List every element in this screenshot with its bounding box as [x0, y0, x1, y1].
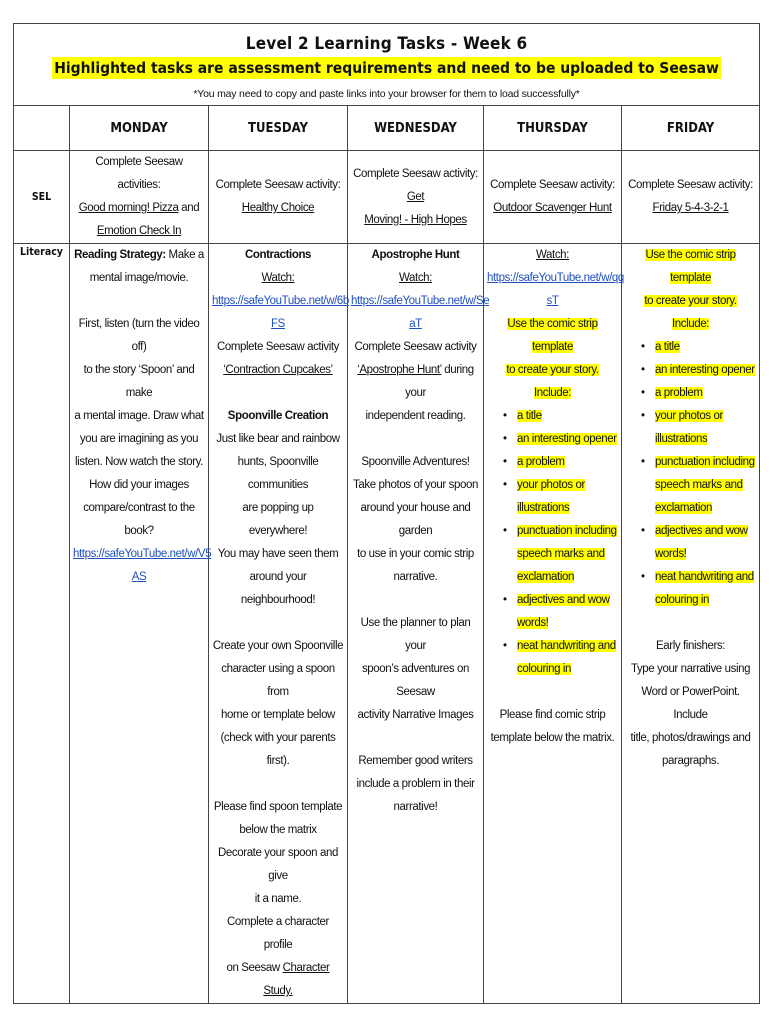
- checklist-text: punctuation including: [655, 456, 755, 468]
- tuesday-para-line: (check with your parents first).: [220, 732, 336, 767]
- checklist-text: illustrations: [517, 502, 570, 514]
- checklist-item: • neat handwriting and colouring in: [503, 640, 616, 675]
- sel-thursday: [484, 151, 622, 244]
- checklist-text: words!: [655, 548, 687, 560]
- early-finishers-heading: Early finishers:: [656, 640, 726, 652]
- character-study-link[interactable]: Character Study.: [263, 962, 330, 997]
- tuesday-para-line: Just like bear and rainbow: [216, 433, 340, 445]
- checklist-item: • a title: [641, 341, 680, 353]
- wednesday-para-line: Use the planner to plan your: [360, 617, 471, 652]
- tuesday-activity-line: Complete Seesaw activity: [216, 341, 340, 353]
- spoon-video-link[interactable]: https://safeYouTube.net/w/V5: [73, 548, 212, 560]
- wednesday-activity-line: Complete Seesaw activity: [354, 341, 477, 353]
- early-finishers-line: Type your narrative using: [630, 663, 751, 675]
- checklist-text: colouring in: [517, 663, 572, 675]
- friday-54321-link[interactable]: Friday 5-4-3-2-1: [652, 202, 729, 214]
- day-heading-friday: FRIDAY: [622, 106, 760, 151]
- sel-friday: [622, 151, 760, 244]
- early-finishers-line: Word or PowerPoint. Include: [641, 686, 740, 721]
- tuesday-para-line: are popping up everywhere!: [242, 502, 314, 537]
- sel-monday-and: and: [178, 202, 200, 214]
- comic-strip-instruction: to create your story. Include:: [644, 295, 737, 330]
- task-matrix: [13, 23, 760, 1004]
- checklist-text: an interesting opener: [655, 364, 755, 376]
- contractions-video-link[interactable]: https://safeYouTube.net/w/6b: [212, 295, 349, 307]
- worksheet: [13, 23, 759, 1004]
- monday-para-line: a mental image. Draw what: [74, 410, 204, 422]
- checklist-text: colouring in: [655, 594, 710, 606]
- reading-strategy-line2: mental image/movie.: [89, 272, 189, 284]
- tuesday-watch-label: Watch:: [261, 272, 295, 284]
- comic-strip-instruction: Use the comic strip template: [645, 249, 736, 284]
- checklist-item: • a title: [503, 410, 542, 422]
- apostrophe-video-link[interactable]: https://safeYouTube.net/w/Se: [351, 295, 490, 307]
- page-title: Level 2 Learning Tasks - Week 6: [245, 34, 528, 54]
- reading-strategy-text: Make a: [165, 249, 204, 261]
- on-seesaw-text: on Seesaw: [226, 962, 283, 974]
- checklist-text: a title: [655, 341, 680, 353]
- character-study-line: [212, 957, 344, 1003]
- checklist-item: • a problem: [641, 387, 703, 399]
- wednesday-para-line: narrative!: [393, 801, 438, 813]
- checklist-item: • adjectives and wow words!: [641, 525, 748, 560]
- wednesday-para-line: spoon’s adventures on Seesaw: [361, 663, 470, 698]
- header-cell: [14, 24, 760, 106]
- comic-strip-instruction: Use the comic strip template: [507, 318, 598, 353]
- copy-links-note: *You may need to copy and paste links into your browser for them to load successfully*: [193, 88, 580, 100]
- early-finishers-line: paragraphs.: [662, 755, 720, 767]
- checklist-item: • a problem: [503, 456, 565, 468]
- reading-strategy-line: [73, 244, 205, 267]
- checklist-item: • your photos or illustrations: [641, 410, 723, 445]
- apostrophe-hunt-heading: Apostrophe Hunt: [371, 249, 460, 261]
- monday-para-line: First, listen (turn the video off): [78, 318, 200, 353]
- checklist-item: • an interesting opener: [641, 364, 755, 376]
- day-heading-tuesday: TUESDAY: [209, 106, 348, 151]
- friday-checklist: [625, 336, 756, 612]
- checklist-text: neat handwriting and: [655, 571, 754, 583]
- wednesday-activity-line: independent reading.: [365, 410, 466, 422]
- checklist-text: your photos or: [655, 410, 723, 422]
- outdoor-scavenger-hunt-link[interactable]: Outdoor Scavenger Hunt: [493, 202, 612, 214]
- day-heading-wednesday: WEDNESDAY: [348, 106, 484, 151]
- wednesday-para-line: include a problem in their: [356, 778, 475, 790]
- contractions-heading: Contractions: [244, 249, 312, 261]
- spoon-video-link-end[interactable]: AS: [131, 571, 147, 583]
- monday-para-line: to the story ‘Spoon’ and make: [83, 364, 195, 399]
- get-moving-link-part1[interactable]: Get: [406, 190, 425, 203]
- thursday-watch-label: Watch:: [536, 249, 569, 261]
- checklist-item: • punctuation including speech marks and exclamation: [503, 525, 617, 583]
- tuesday-para-line: below the matrix: [239, 824, 317, 836]
- checklist-item: • an interesting opener: [503, 433, 617, 445]
- sel-thursday-line1: Complete Seesaw activity:: [490, 179, 615, 191]
- checklist-text: punctuation including: [517, 525, 617, 537]
- wednesday-para-line: around your house and garden: [360, 502, 471, 537]
- contraction-cupcakes-link[interactable]: ‘Contraction Cupcakes’: [223, 364, 333, 376]
- sel-monday-line2: [73, 197, 205, 220]
- checklist-text: exclamation: [655, 502, 712, 514]
- checklist-text: adjectives and wow: [655, 525, 748, 537]
- thursday-video-link[interactable]: https://safeYouTube.net/w/qq: [487, 272, 624, 284]
- tuesday-para-line: Please find spoon template: [213, 801, 343, 813]
- reading-strategy-label: Reading Strategy:: [74, 249, 166, 261]
- row-label-sel: SEL: [14, 151, 70, 244]
- checklist-text: speech marks and: [655, 479, 743, 491]
- tuesday-para-line: home or template below: [221, 709, 335, 721]
- checklist-text: a problem: [517, 456, 565, 468]
- tuesday-para-line: You may have seen them: [217, 548, 339, 560]
- checklist-text: a problem: [655, 387, 703, 399]
- sel-tuesday-line1: Complete Seesaw activity:: [215, 179, 341, 191]
- sel-tuesday: [209, 151, 348, 244]
- tuesday-para-line: Complete a character profile: [227, 916, 329, 951]
- row-label-literacy: Literacy: [14, 244, 70, 1004]
- checklist-text: words!: [517, 617, 549, 629]
- apostrophe-hunt-link[interactable]: ‘Apostrophe Hunt’: [357, 364, 442, 376]
- checklist-item: • punctuation including speech marks and exclamation: [641, 456, 755, 514]
- literacy-wednesday: [348, 244, 490, 1004]
- monday-para-line: compare/contrast to the: [83, 502, 195, 514]
- thursday-footer-line: template below the matrix.: [490, 732, 615, 744]
- monday-para-line: listen. Now watch the story.: [75, 456, 203, 468]
- wednesday-para-line: Take photos of your spoon: [353, 479, 478, 491]
- tuesday-para-line: around your neighbourhood!: [240, 571, 316, 606]
- comic-strip-instruction: to create your story. Include:: [506, 364, 599, 399]
- spoonville-creation-heading: Spoonville Creation: [227, 410, 329, 422]
- day-heading-monday: MONDAY: [70, 106, 209, 151]
- monday-para-line: book?: [124, 525, 154, 537]
- early-finishers-line: title, photos/drawings and: [630, 732, 751, 744]
- checklist-item: • adjectives and wow words!: [503, 594, 610, 629]
- healthy-choice-link[interactable]: Healthy Choice: [241, 202, 315, 214]
- checklist-text: a title: [517, 410, 542, 422]
- tuesday-para-line: Create your own Spoonville: [212, 640, 344, 652]
- thursday-footer-line: Please find comic strip: [499, 709, 606, 721]
- tuesday-para-line: hunts, Spoonville communities: [237, 456, 319, 491]
- thursday-video-link-end[interactable]: sT: [546, 295, 559, 307]
- good-morning-pizza-link[interactable]: Good morning! Pizza: [78, 202, 179, 214]
- literacy-tuesday: [209, 244, 348, 1004]
- checklist-text: exclamation: [517, 571, 574, 583]
- checklist-text: your photos or: [517, 479, 585, 491]
- checklist-item: • your photos or illustrations: [503, 479, 585, 514]
- checklist-text: adjectives and wow: [517, 594, 610, 606]
- sel-wednesday: [348, 151, 484, 244]
- monday-para-line: you are imagining as you: [79, 433, 199, 445]
- emotion-check-in-link[interactable]: Emotion Check In: [96, 225, 182, 237]
- checklist-item: • neat handwriting and colouring in: [641, 571, 754, 606]
- tuesday-para-line: character using a spoon from: [221, 663, 335, 698]
- get-moving-link-part2[interactable]: Moving! - High Hopes: [364, 213, 467, 226]
- assessment-banner: Highlighted tasks are assessment requirements and need to be uploaded to Seesaw: [54, 59, 719, 77]
- checklist-text: speech marks and: [517, 548, 605, 560]
- sel-wednesday-line1: [351, 163, 480, 209]
- wednesday-para-line: Remember good writers: [358, 755, 473, 767]
- checklist-text: an interesting opener: [517, 433, 617, 445]
- sel-friday-line1: Complete Seesaw activity:: [628, 179, 753, 191]
- contractions-video-link-end[interactable]: FS: [271, 318, 285, 330]
- day-heading-thursday: THURSDAY: [484, 106, 622, 151]
- wednesday-para-line: to use in your comic strip: [357, 548, 474, 560]
- checklist-text: illustrations: [655, 433, 708, 445]
- literacy-monday: [70, 244, 212, 1004]
- literacy-friday: [622, 244, 760, 1004]
- wednesday-para-line: narrative.: [393, 571, 438, 583]
- during-your-text: during your: [405, 364, 474, 399]
- corner-cell: [14, 106, 70, 151]
- sel-wednesday-prefix: Complete Seesaw activity:: [353, 167, 478, 180]
- wednesday-para-line: activity Narrative Images: [357, 709, 474, 721]
- wednesday-para-line: Spoonville Adventures!: [361, 456, 470, 468]
- tuesday-para-line: Decorate your spoon and give: [218, 847, 338, 882]
- sel-monday-line1: Complete Seesaw activities:: [95, 156, 183, 191]
- tuesday-para-line: it a name.: [254, 893, 302, 905]
- apostrophe-video-link-end[interactable]: aT: [409, 318, 422, 330]
- literacy-thursday: [484, 244, 622, 1004]
- sel-monday: [70, 151, 209, 244]
- checklist-text: neat handwriting and: [517, 640, 616, 652]
- monday-para-line: How did your images: [89, 479, 189, 491]
- apostrophe-hunt-activity-line: [351, 359, 480, 405]
- thursday-checklist: [487, 405, 618, 681]
- wednesday-watch-label: Watch:: [399, 272, 432, 284]
